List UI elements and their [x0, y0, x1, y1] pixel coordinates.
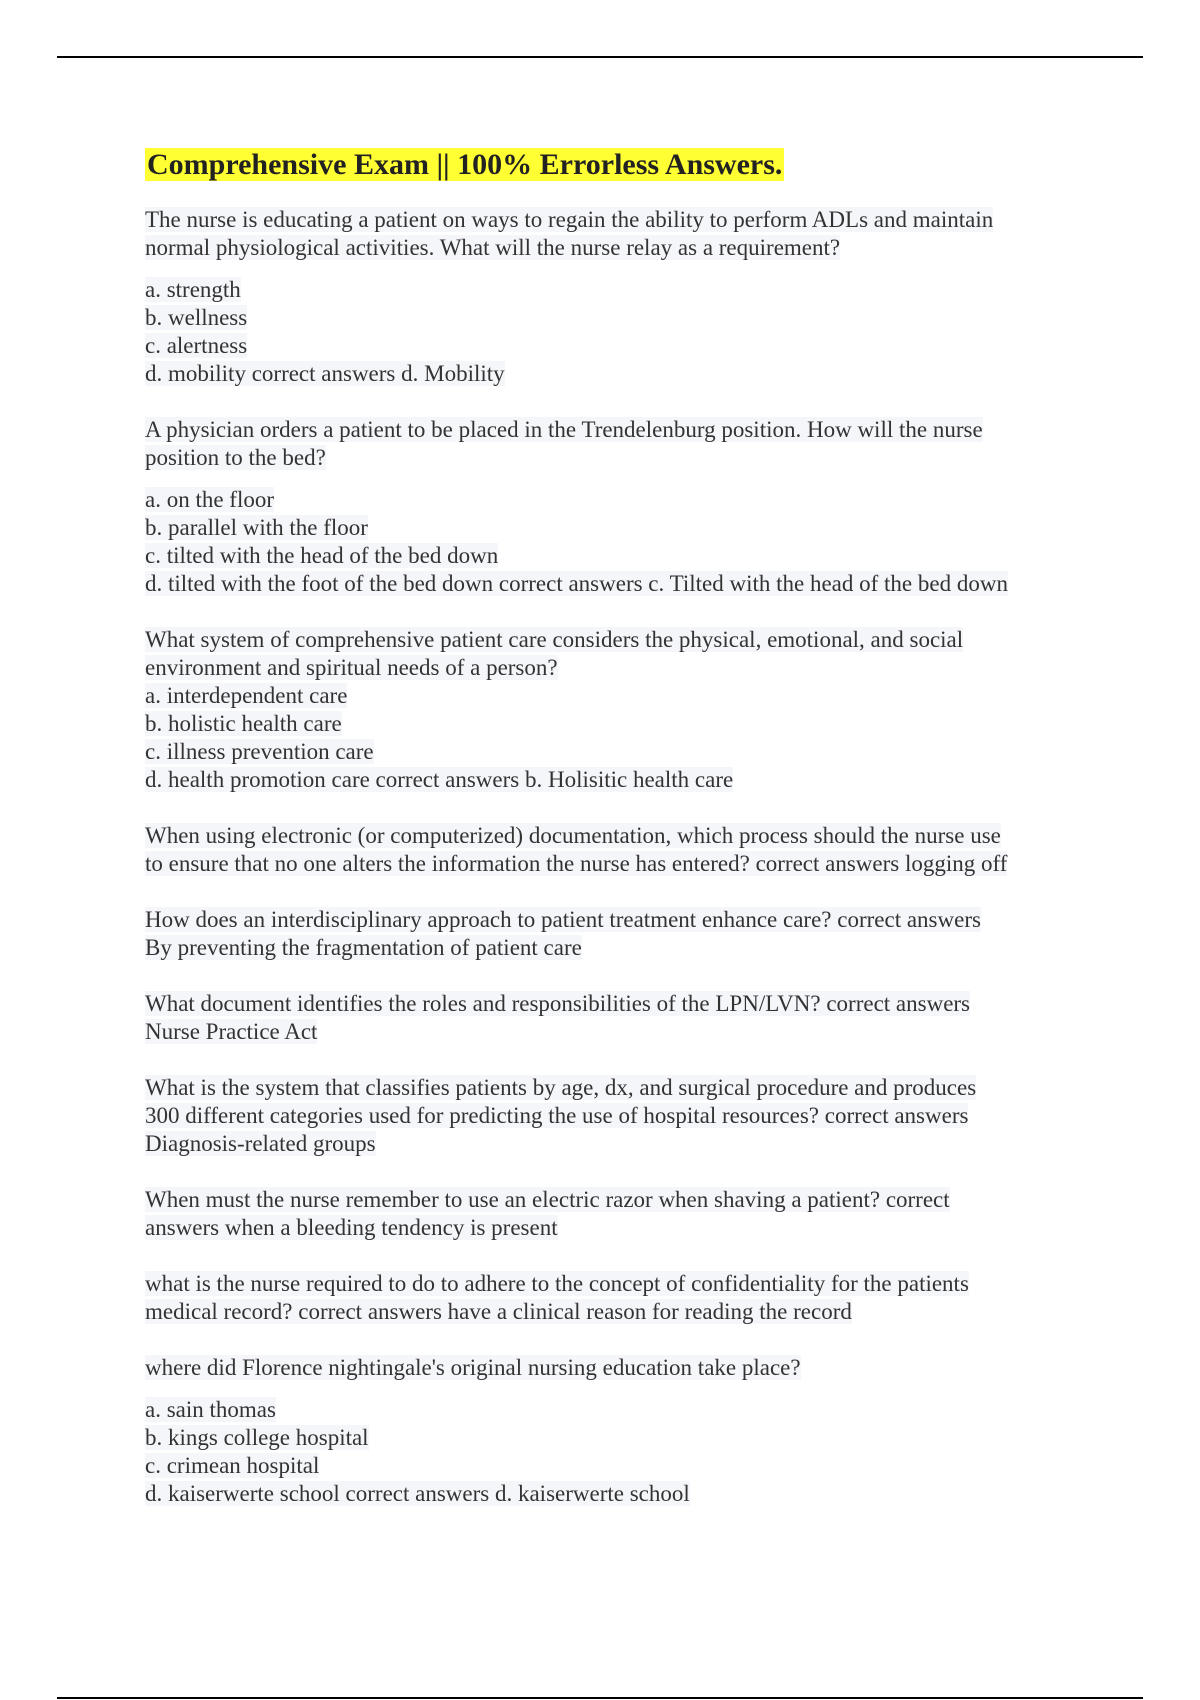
- question-block: [145, 206, 1065, 388]
- question-text: What is the system that classifies patients by age, dx, and surgical procedure and produces: [145, 1075, 977, 1100]
- question-text: where did Florence nightingale's original nursing education take place?: [145, 1355, 801, 1380]
- question-block: [145, 990, 1065, 1046]
- question-text: How does an interdisciplinary approach to patient treatment enhance care? correct answers: [145, 907, 981, 932]
- question-text: 300 different categories used for predicting the use of hospital resources? correct answers: [145, 1103, 969, 1128]
- question-block: [145, 626, 1065, 794]
- footer-rule: [57, 1697, 1143, 1699]
- answer-option: d. tilted with the foot of the bed down correct answers c. Tilted with the head of the bed down: [145, 571, 1008, 596]
- question-text: medical record? correct answers have a clinical reason for reading the record: [145, 1299, 852, 1324]
- answer-option: a. sain thomas: [145, 1397, 276, 1422]
- answer-option: a. interdependent care: [145, 683, 348, 708]
- question-text: normal physiological activities. What will the nurse relay as a requirement?: [145, 235, 841, 260]
- question-text: position to the bed?: [145, 445, 326, 470]
- question-block: [145, 416, 1065, 598]
- question-text: By preventing the fragmentation of patient care: [145, 935, 582, 960]
- question-text: A physician orders a patient to be placed in the Trendelenburg position. How will the nurse: [145, 417, 983, 442]
- question-text: Nurse Practice Act: [145, 1019, 318, 1044]
- answer-option: d. mobility correct answers d. Mobility: [145, 361, 505, 386]
- question-text: Diagnosis-related groups: [145, 1131, 376, 1156]
- answer-option: b. holistic health care: [145, 711, 342, 736]
- answer-option: a. strength: [145, 277, 241, 302]
- answer-option: b. wellness: [145, 305, 248, 330]
- answer-option: d. kaiserwerte school correct answers d. kaiserwerte school: [145, 1481, 690, 1506]
- question-text: What document identifies the roles and responsibilities of the LPN/LVN? correct answers: [145, 991, 971, 1016]
- document-body: [145, 146, 1065, 1508]
- question-block: [145, 1354, 1065, 1508]
- answer-option: a. on the floor: [145, 487, 275, 512]
- page-title-text: Comprehensive Exam || 100% Errorless Answers.: [147, 148, 783, 181]
- question-block: [145, 1074, 1065, 1158]
- question-block: [145, 1270, 1065, 1326]
- answer-option: c. tilted with the head of the bed down: [145, 543, 499, 568]
- question-block: [145, 1186, 1065, 1242]
- question-text: The nurse is educating a patient on ways to regain the ability to perform ADLs and maintain: [145, 207, 994, 232]
- question-text: environment and spiritual needs of a person?: [145, 655, 558, 680]
- question-block: [145, 822, 1065, 878]
- answer-option: b. parallel with the floor: [145, 515, 368, 540]
- answer-option: c. crimean hospital: [145, 1453, 320, 1478]
- page-title: [145, 146, 1065, 184]
- answer-option: b. kings college hospital: [145, 1425, 369, 1450]
- question-text: When using electronic (or computerized) documentation, which process should the nurse use: [145, 823, 1001, 848]
- answer-option: c. illness prevention care: [145, 739, 374, 764]
- answer-option: c. alertness: [145, 333, 248, 358]
- answer-option: d. health promotion care correct answers b. Holisitic health care: [145, 767, 734, 792]
- question-text: What system of comprehensive patient care considers the physical, emotional, and social: [145, 627, 964, 652]
- question-text: what is the nurse required to do to adhere to the concept of confidentiality for the patients: [145, 1271, 969, 1296]
- question-block: [145, 906, 1065, 962]
- question-text: answers when a bleeding tendency is present: [145, 1215, 558, 1240]
- question-text: When must the nurse remember to use an electric razor when shaving a patient? correct: [145, 1187, 950, 1212]
- header-rule: [57, 56, 1143, 58]
- question-text: to ensure that no one alters the information the nurse has entered? correct answers logging off: [145, 851, 1008, 876]
